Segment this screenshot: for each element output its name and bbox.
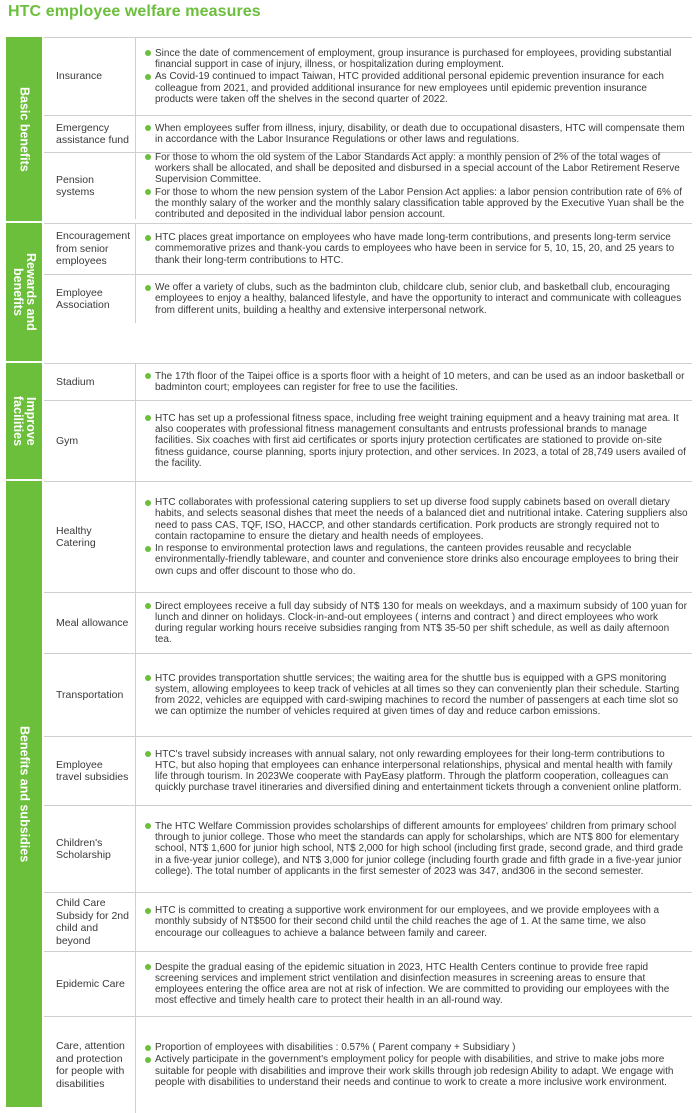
bullet-item: HTC's travel subsidy increases with annual salary, not only rewarding employees for their long-term contributions to HTC, but also hoping that employees can enhance interpersonal relationships, physical and mental health with family life through tourism. In 2023We cooperate with PayEasy platform. Through the platform cooperation, colleagues can quickly purchase travel itineraries and diversified dining and entertainment tickets through a convenient online platform. (144, 749, 688, 794)
table-row (44, 1017, 692, 1113)
section-rows (44, 363, 692, 479)
bullet-item: The HTC Welfare Commission provides scholarships of different amounts for employees' children from primary school through to junior college. Those who meet the standards can apply for scholarships, which are NT$ 800 for elementary school, NT$ 1,600 for junior high school, NT$ 2,000 for high school (including first grade, second grade, and third grade in a five-year junior college), and NT$ 3,000 for junior college (including fourth grade and fifth grade in a five-year junior college). The total number of applicants in the first semester of 2023 was 347, and306 in the second semester. (144, 821, 688, 877)
section-rewards-and-benefits (6, 223, 692, 363)
bullet-item: Direct employees receive a full day subsidy of NT$ 130 for meals on weekdays, and a maximum subsidy of 100 yuan for lunch and dinner on holidays. Clock-in-and-out employees ( interns and contract ) and direct employees who work during regular working hours receive subsidies ranging from NT$ 35-50 per shift schedule, as well as daily afternoon tea. (144, 601, 688, 646)
section-basic-benefits (6, 37, 692, 223)
bullet-item: When employees suffer from illness, injury, disability, or death due to occupational disasters, HTC will compensate them in accordance with the Labor Insurance Regulations or other laws and regulations. (144, 123, 688, 145)
row-label: Transportation (44, 654, 136, 736)
bullet-item: For those to whom the new pension system of the Labor Pension Act applies: a labor pension contribution rate of 6% of the monthly salary of the worker and the monthly salary classification table approved by the Executive Yuan shall be the contributed and deposited in the individual labor pension account. (144, 187, 688, 221)
category-label: Basic benefits (17, 86, 32, 172)
bullet-item: HTC collaborates with professional catering suppliers to set up diverse food supply cabinets based on overall dietary habits, and selects seasonal dishes that meet the needs of a balanced diet and nutritional intake. Catering suppliers also need to pass CAS, TQF, ISO, HACCP, and other standards certification. Pork products are strongly required not to contain ractopamine to ensure the dietary and health needs of employees. (144, 497, 688, 542)
row-label: Gym (44, 401, 136, 481)
table-row (44, 153, 692, 219)
bullet-item: As Covid-19 continued to impact Taiwan, HTC provided additional personal epidemic prevention insurance for each colleague from 2021, and provided additional insurance for new employees until epidemic prevention insurance products were taken off the shelves in the second quarter of 2022. (144, 71, 688, 105)
section-rows (44, 223, 692, 361)
bullet-item: Actively participate in the government's employment policy for people with disabilities, and strive to make jobs more suitable for people with disabilities and improve their work skills through job redesign Ability to adapt. We engage with people with disabilities to understand their needs and continue to work to create a more inclusive work environment. (144, 1054, 688, 1088)
bullet-item: Proportion of employees with disabilities : 0.57% ( Parent company + Subsidiary ) (144, 1042, 688, 1053)
table-row (44, 116, 692, 153)
table-row (44, 364, 692, 401)
table-row (44, 401, 692, 481)
row-label: Child Care Subsidy for 2nd child and beyond (44, 893, 136, 951)
row-label: Children's Scholarship (44, 806, 136, 892)
table-row (44, 952, 692, 1017)
bullet-item: HTC has set up a professional fitness space, including free weight training equipment and a heavy training mat area. It also cooperates with professional fitness management consultants and entrusts professional brands to manage facilities. Six coaches with first aid certificates or sports injury protection certificates are stationed to provide on-site fitness guidance, course planning, sports injury protection, and other services. In 2023, a total of 28,749 users availed of the facility. (144, 413, 688, 469)
row-label: Pension systems (44, 153, 136, 219)
table-row (44, 654, 692, 737)
row-content (136, 593, 692, 653)
section-improve-facilities (6, 363, 692, 481)
row-content (136, 364, 692, 400)
row-content (136, 482, 692, 592)
category-label: Benefits and subsidies (17, 725, 32, 863)
section-rows (44, 481, 692, 1107)
row-label: Emergency assistance fund (44, 116, 136, 152)
welfare-table (6, 37, 692, 1109)
section-rows (44, 37, 692, 221)
bullet-item: In response to environmental protection laws and regulations, the canteen provides reusable and recyclable environmentally-friendly tableware, and counter and convenience store drinks also encourage employees to bring their own cups and offer discount to those who do. (144, 543, 688, 577)
category-label: Improve facilities (11, 395, 38, 447)
category-label: Rewards and benefits (11, 253, 38, 331)
row-content (136, 1017, 692, 1113)
row-content (136, 224, 692, 274)
table-row (44, 893, 692, 952)
bullet-item: Since the date of commencement of employment, group insurance is purchased for employees, providing substantial financial support in case of injury, illness, or hospitalization during employment. (144, 48, 688, 70)
row-label: Employee travel subsidies (44, 737, 136, 805)
row-content (136, 38, 692, 115)
bullet-item: Despite the gradual easing of the epidemic situation in 2023, HTC Health Centers continue to provide free rapid screening services and implement strict ventilation and disinfection measures in screening areas to ensure that employees entering the office area are not at risk of infection. We are committed to providing our employees with the most effective and timely health care to protect their health in an all-round way. (144, 962, 688, 1007)
row-content (136, 654, 692, 736)
bullet-item: We offer a variety of clubs, such as the badminton club, childcare club, senior club, and basketball club, encouraging employees to enjoy a healthy, balanced lifestyle, and have the opportunity to interact and communicate with colleagues from different units, building a healthy and extensive interpersonal network. (144, 282, 688, 316)
row-label: Care, attention and protection for people with disabilities (44, 1017, 136, 1113)
bullet-item: The 17th floor of the Taipei office is a sports floor with a height of 10 meters, and can be used as an indoor basketball or badminton court; employees can register for free to use the facilities. (144, 371, 688, 393)
row-label: Epidemic Care (44, 952, 136, 1016)
row-label: Encouragement from senior employees (44, 224, 136, 274)
category-cell (6, 37, 44, 221)
row-label: Insurance (44, 38, 136, 115)
row-content (136, 737, 692, 805)
row-label: Healthy Catering (44, 482, 136, 592)
row-content (136, 116, 692, 152)
bullet-item: HTC is committed to creating a supportive work environment for our employees, and we provide employees with a monthly subsidy of NT$500 for their second child until the child reaches the age of 1. At the same time, we also encourage our colleagues to achieve a balance between family and career. (144, 905, 688, 939)
bullet-item: HTC places great importance on employees who have made long-term contributions, and presents long-term service commemorative prizes and thank-you cards to employees who have been in service for 5, 10, 15, 20, and 25 years to thank their long-term contributions to HTC. (144, 232, 688, 266)
row-content (136, 275, 692, 323)
table-row (44, 275, 692, 323)
section-benefits-and-subsidies (6, 481, 692, 1109)
row-content (136, 952, 692, 1016)
row-label: Employee Association (44, 275, 136, 323)
category-cell (6, 481, 44, 1107)
table-row (44, 737, 692, 806)
bullet-item: For those to whom the old system of the Labor Standards Act apply: a monthly pension of 2% of the total wages of workers shall be allocated, and shall be deposited and disbursed in a special account of the Labor Retirement Reserve Supervision Committee. (144, 152, 688, 186)
row-content (136, 401, 692, 481)
table-row (44, 593, 692, 654)
row-content (136, 806, 692, 892)
category-cell (6, 363, 44, 479)
table-row (44, 224, 692, 275)
table-row (44, 38, 692, 116)
category-cell (6, 223, 44, 361)
bullet-item: HTC provides transportation shuttle services; the waiting area for the shuttle bus is equipped with a GPS monitoring system, allowing employees to keep track of vehicles at all times so they can conveniently plan their schedule. Starting from 2022, vehicles are equipped with card-swiping machines to record the number of passengers at each time slot so we can optimize the number of vehicles required at given times of day and reduce carbon emissions. (144, 673, 688, 718)
row-label: Stadium (44, 364, 136, 400)
row-content (136, 153, 692, 219)
page-title: HTC employee welfare measures (8, 3, 261, 20)
table-row (44, 482, 692, 593)
table-row (44, 806, 692, 893)
row-content (136, 893, 692, 951)
row-label: Meal allowance (44, 593, 136, 653)
